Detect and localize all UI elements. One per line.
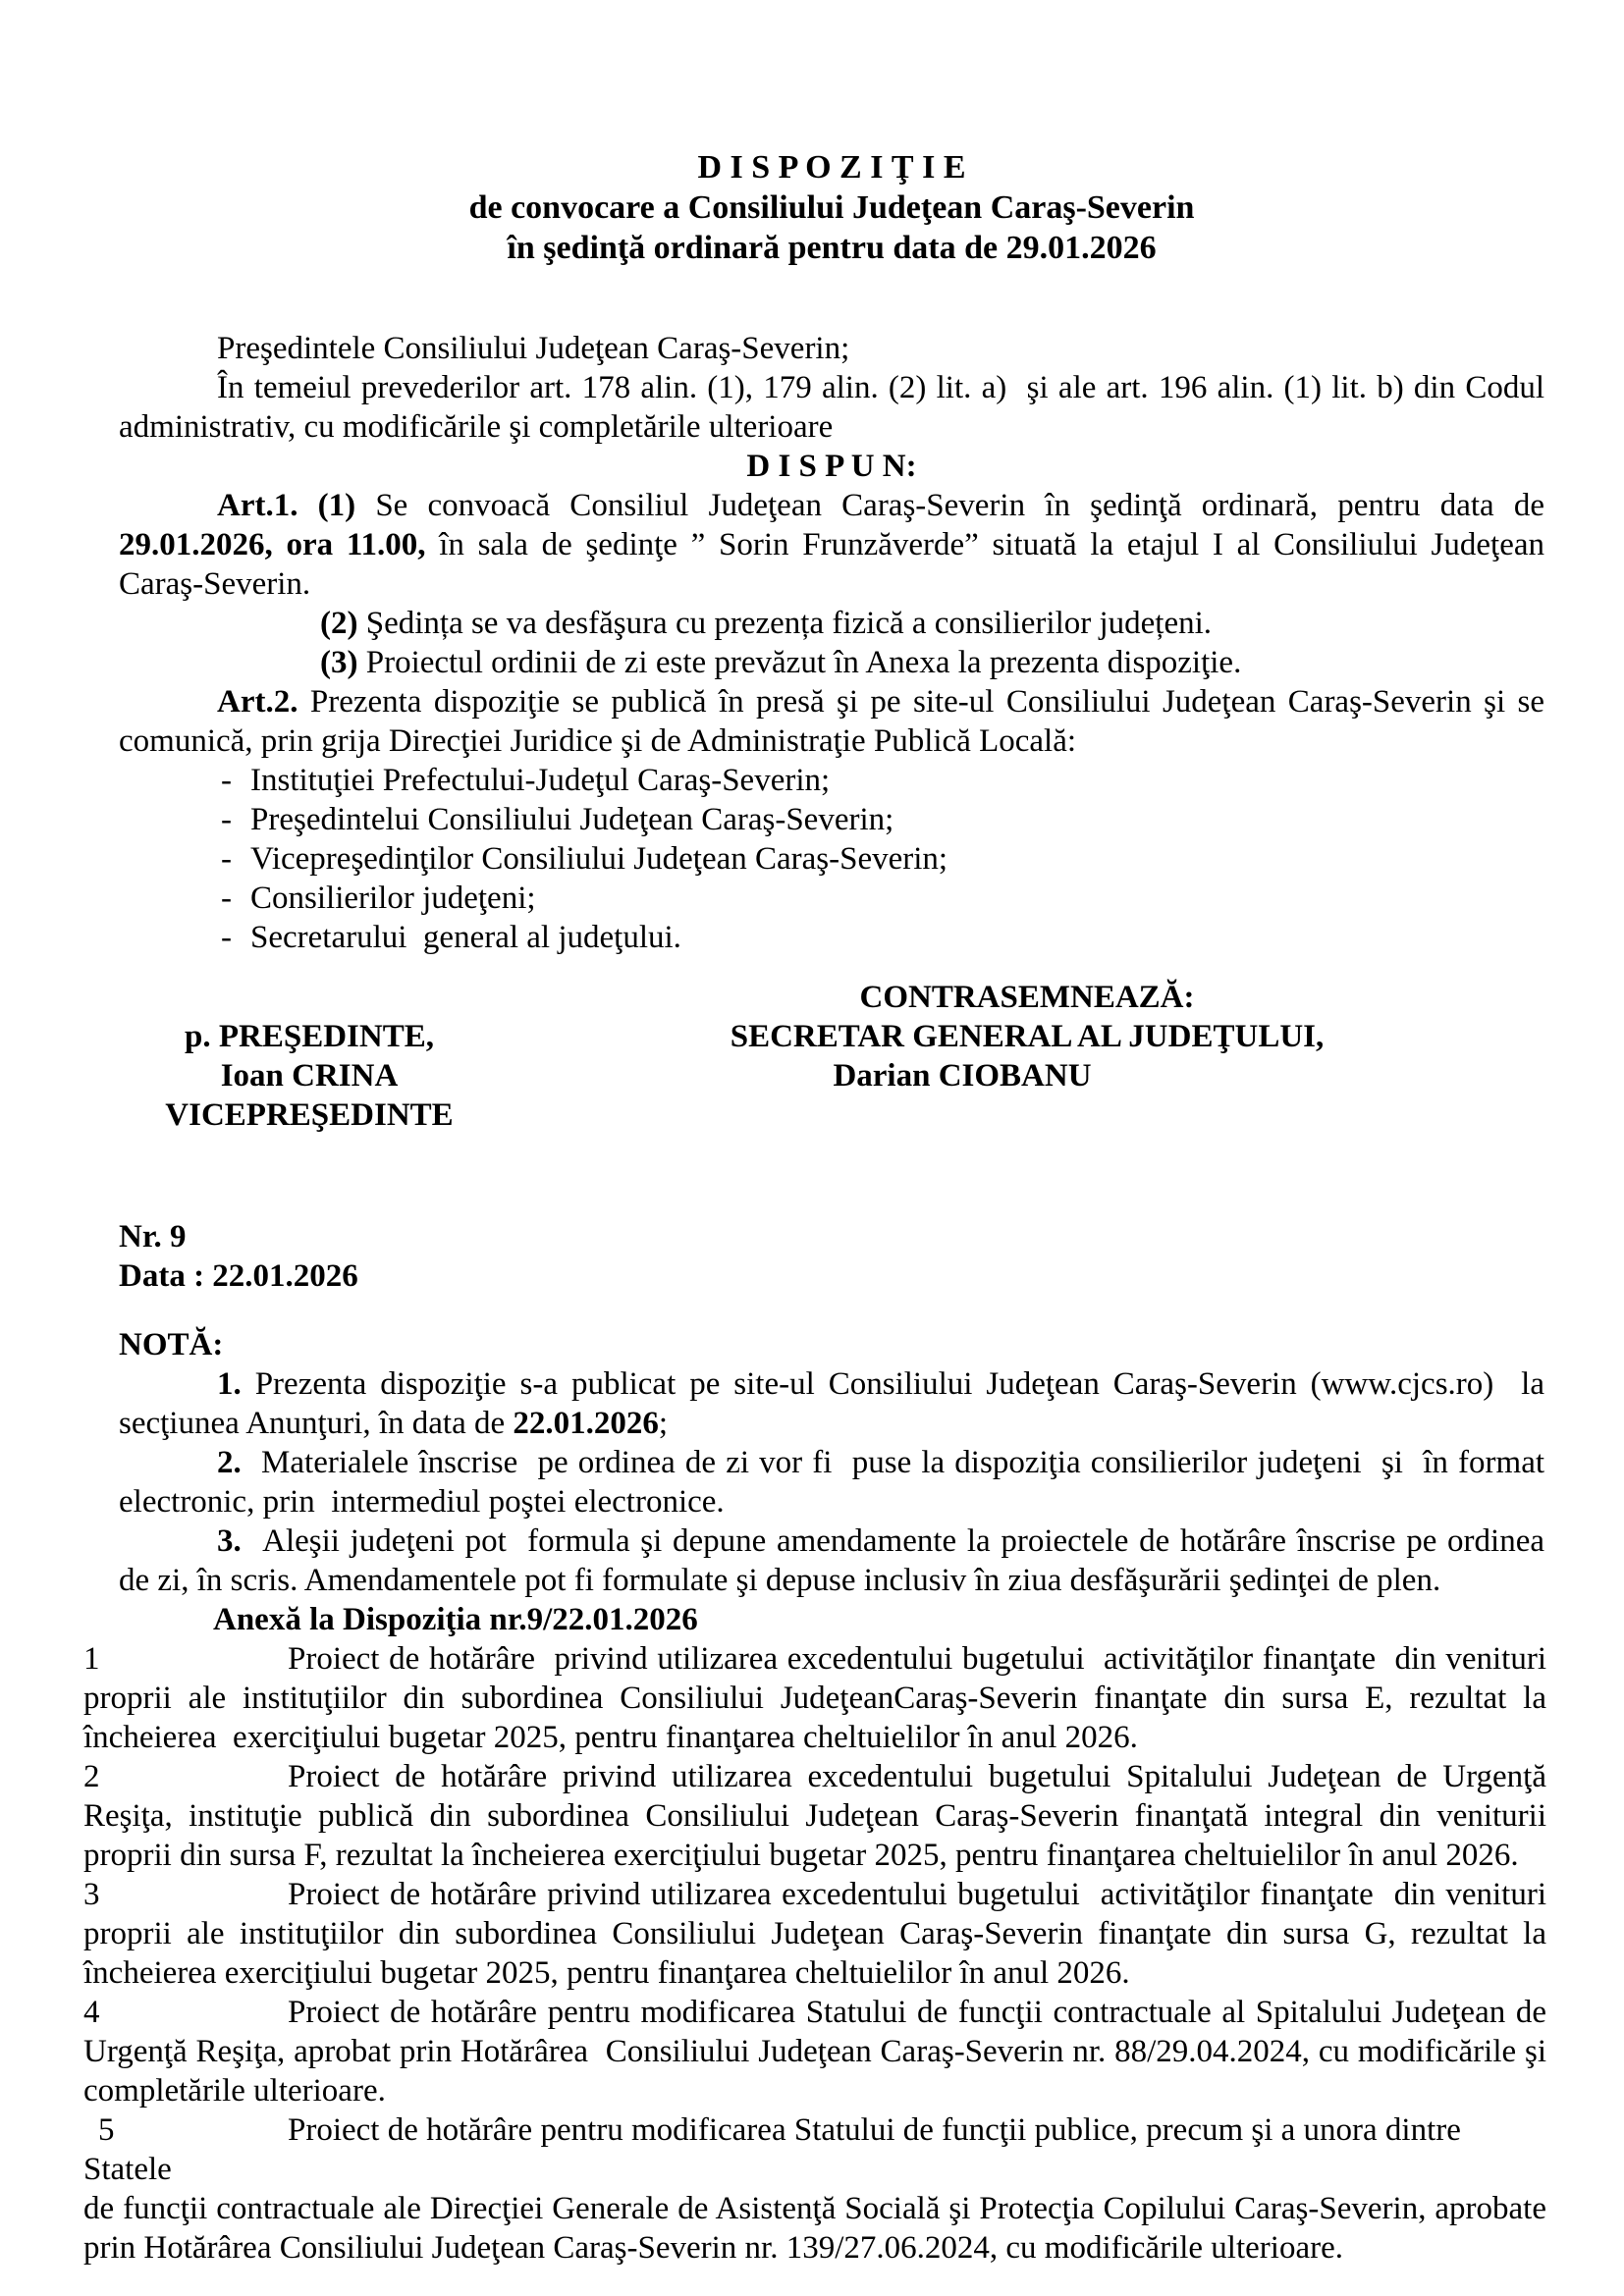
document-number: Nr. 9: [119, 1219, 187, 1255]
recipient-item-vicepresidents: [221, 839, 1544, 879]
anexa-item-3-number: 3: [83, 1877, 100, 1912]
article-2-label: Art.2.: [217, 684, 298, 720]
anexa-item-1-text: Proiect de hotărâre privind utilizarea excedentului bugetului activităţilor finanţate din venituri proprii ale instituţiilor din subordinea Consiliului JudeţeanCaraş-Severin finanţate din sursa E, rezultat la încheierea exerciţiului bugetar 2025, pentru finanţarea cheltuielilor în anul 2026.: [83, 1641, 1546, 1755]
signature-secretary-title: SECRETAR GENERAL AL JUDEŢULUI,: [730, 1019, 1325, 1054]
signature-secretary-name: Darian CIOBANU: [833, 1058, 1092, 1094]
article-1-al-1: [119, 486, 1544, 604]
anexa-item-1: [83, 1639, 1546, 1757]
article-1-al-3: [119, 643, 1544, 682]
note-item-1: [119, 1364, 1544, 1443]
title-line-convocation: de convocare a Consiliului Judeţean Caraş-Severin: [468, 189, 1195, 226]
recipient-label: Preşedintelui Consiliului Judeţean Caraş-Severin;: [250, 802, 894, 837]
article-1-date-time: 29.01.2026, ora 11.00,: [119, 527, 426, 562]
article-1-text-before-date: Se convoacă Consiliul Judeţean Caraş-Severin în şedinţă ordinară, pentru data de: [355, 488, 1544, 523]
note-heading: NOTĂ:: [119, 1327, 224, 1362]
recipient-label: Secretarului general al judeţului.: [250, 920, 681, 955]
signature-countersign-heading: CONTRASEMNEAZĂ:: [859, 980, 1195, 1015]
anexa-item-4-text: Proiect de hotărâre pentru modificarea Statului de funcţii contractuale al Spitalului Judeţean de Urgenţă Reşiţa, aprobat prin Hotărârea Consiliului Judeţean Caraş-Severin nr. 88/29.04.2024, cu modificările şi completările ulterioare.: [83, 1995, 1546, 2109]
note-3-text: Aleşii judeţeni pot formula şi depune amendamente la proiectele de hotărâre înscrise pe ordinea de zi, în scris. Amendamentele pot fi formulate şi depuse inclusiv în ziua desfăşurării şedinţei de plen.: [119, 1523, 1544, 1598]
anexa-section: [83, 1600, 1546, 2268]
recipient-item-councillors: [221, 879, 1544, 918]
document-body: [119, 147, 1544, 1600]
title-line-disposition: D I S P O Z I Ţ I E: [697, 149, 966, 186]
article-1-al-3-text: Proiectul ordinii de zi este prevăzut în Anexa la prezenta dispoziţie.: [357, 645, 1242, 680]
anexa-item-1-number: 1: [83, 1641, 100, 1677]
anexa-item-3-text: Proiect de hotărâre privind utilizarea excedentului bugetului activităţilor finanţate din venituri proprii ale instituţiilor din subordinea Consiliului Judeţean Caraş-Severin finanţate din sursa G, rezultat la încheierea exerciţiului bugetar 2025, pentru finanţarea cheltuielilor în anul 2026.: [83, 1877, 1546, 1991]
article-1-text-after-date: în sala de şedinţe ” Sorin Frunzăverde” situată la etajul I al Consiliului Judeţean Caraş-Severin.: [119, 527, 1544, 602]
anexa-heading: Anexă la Dispoziţia nr.9/22.01.2026: [213, 1602, 698, 1637]
article-1-al-2: [119, 604, 1544, 643]
note-item-3: [119, 1522, 1544, 1600]
signature-president-column: [162, 978, 457, 1135]
signature-secretary-column: [723, 978, 1331, 1135]
note-1-publish-date: 22.01.2026: [513, 1406, 659, 1441]
recipient-label: Instituţiei Prefectului-Judeţul Caraş-Severin;: [250, 763, 831, 798]
preamble-president-line: Preşedintele Consiliului Judeţean Caraş-Severin;: [217, 331, 850, 366]
anexa-item-2: [83, 1757, 1546, 1875]
anexa-item-2-number: 2: [83, 1759, 100, 1794]
document-date: Data : 22.01.2026: [119, 1258, 358, 1294]
bullet-dash-icon: -: [221, 841, 232, 877]
bullet-dash-icon: -: [221, 881, 232, 916]
bullet-dash-icon: -: [221, 763, 232, 798]
preamble-legal-basis: În temeiul prevederilor art. 178 alin. (1), 179 alin. (2) lit. a) şi ale art. 196 alin. (1) lit. b) din Codul administrativ, cu modificările şi completările ulterioare: [119, 370, 1544, 445]
title-line-session-date: în şedinţă ordinară pentru data de 29.01.2026: [507, 230, 1157, 266]
recipient-label: Consilierilor judeţeni;: [250, 881, 536, 916]
anexa-item-5-first-line: [83, 2110, 1546, 2189]
anexa-item-4: [83, 1993, 1546, 2110]
signature-president-title: p. PREŞEDINTE,: [185, 1019, 434, 1054]
dispun-heading: D I S P U N:: [746, 449, 917, 484]
anexa-item-4-number: 4: [83, 1995, 100, 2030]
note-1-suffix: ;: [658, 1406, 669, 1441]
article-1-al-2-text: Şedința se va desfăşura cu prezența fizică a consilierilor județeni.: [357, 606, 1213, 641]
bullet-dash-icon: -: [221, 920, 232, 955]
article-1-label: Art.1. (1): [217, 488, 356, 523]
note-2-text: Materialele înscrise pe ordinea de zi vor fi puse la dispoziţia consilierilor judeţeni şi în format electronic, prin intermediul poştei electronice.: [119, 1445, 1545, 1520]
article-1-al-3-label: (3): [320, 645, 358, 680]
signature-vicepresident-title: VICEPREŞEDINTE: [165, 1097, 454, 1133]
anexa-item-5-line1: Proiect de hotărâre pentru modificarea Statului de funcţii publice, precum şi a unora dintre Statele: [83, 2112, 1461, 2187]
article-2: [119, 682, 1544, 761]
note-item-2: [119, 1443, 1544, 1522]
signature-president-name: Ioan CRINA: [220, 1058, 399, 1094]
anexa-item-3: [83, 1875, 1546, 1993]
recipient-item-prefect: [221, 761, 1544, 800]
note-1-text: Prezenta dispoziţie s-a publicat pe site-ul Consiliului Judeţean Caraş-Severin (www.cjcs.ro) la secţiunea Anunţuri, în data de: [119, 1366, 1544, 1441]
article-1-al-2-label: (2): [320, 606, 358, 641]
article-2-text: Prezenta dispoziţie se publică în presă şi pe site-ul Consiliului Judeţean Caraş-Severin şi se comunică, prin grija Direcţiei Juridice şi de Administraţie Publică Locală:: [119, 684, 1544, 759]
document-title: [119, 147, 1544, 268]
bullet-dash-icon: -: [221, 802, 232, 837]
note-1-number: 1.: [217, 1366, 242, 1402]
recipient-item-president: [221, 800, 1544, 839]
signature-spacer: [162, 978, 457, 1017]
signature-block: [119, 978, 1544, 1135]
anexa-item-5-number: 5: [98, 2112, 115, 2148]
anexa-item-2-text: Proiect de hotărâre privind utilizarea excedentului bugetului Spitalului Judeţean de Urgenţă Reşiţa, instituţie publică din subordinea Consiliului Judeţean Caraş-Severin finanţată integral din veniturii proprii din sursa F, rezultat la încheierea exerciţiului bugetar 2025, pentru finanţarea cheltuielilor în anul 2026.: [83, 1759, 1546, 1873]
anexa-item-5-rest: de funcţii contractuale ale Direcţiei Generale de Asistenţă Socială şi Protecţia Copilului Caraş-Severin, aprobate prin Hotărârea Consiliului Judeţean Caraş-Severin nr. 139/27.06.2024, cu modificările ulterioare.: [83, 2191, 1546, 2266]
note-2-number: 2.: [217, 1445, 242, 1480]
recipient-item-secretary: [221, 918, 1544, 957]
recipient-label: Vicepreşedinţilor Consiliului Judeţean Caraş-Severin;: [250, 841, 948, 877]
note-3-number: 3.: [217, 1523, 242, 1559]
